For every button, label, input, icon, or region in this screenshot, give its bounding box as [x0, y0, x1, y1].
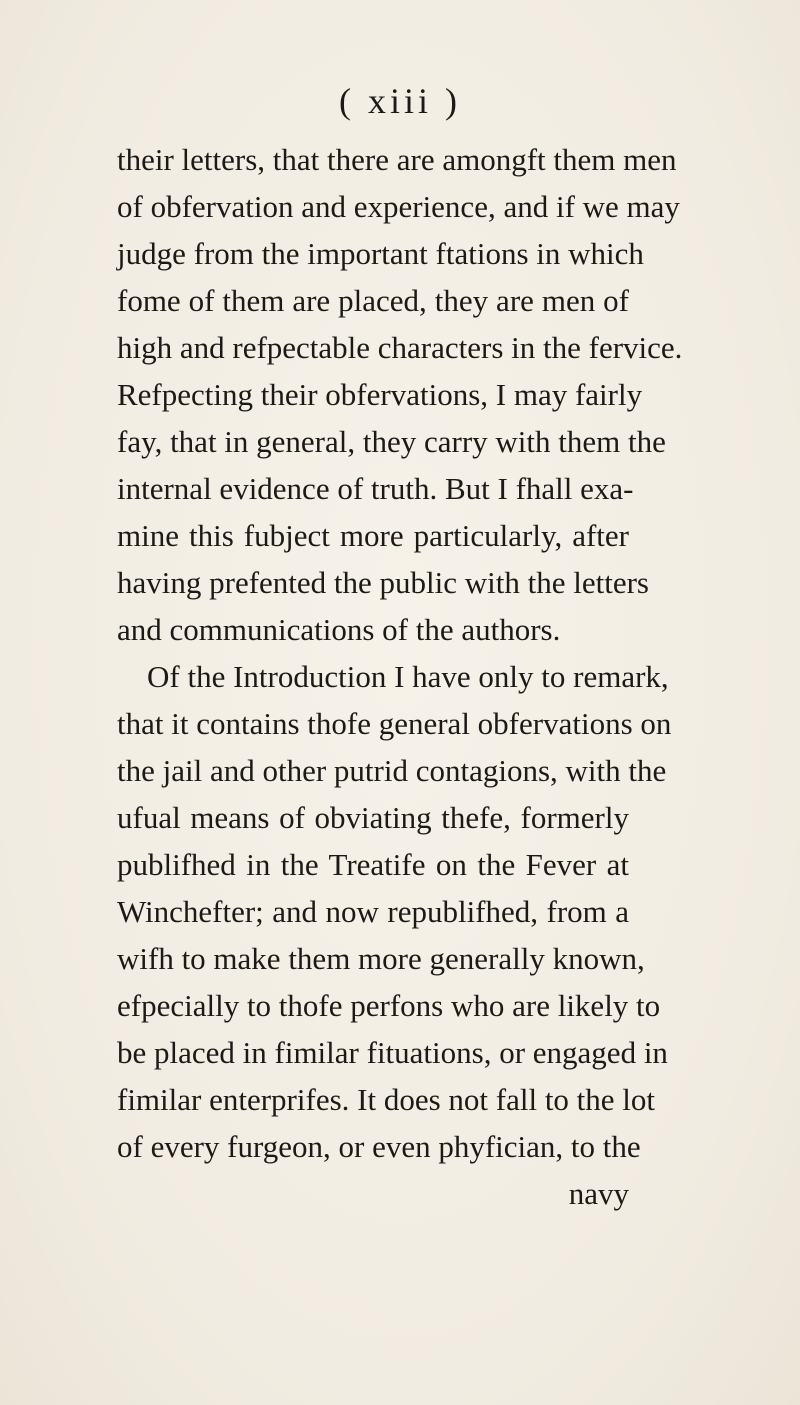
text-line: internal evidence of truth. But I fhall exa-	[117, 471, 634, 506]
text-line: of every furgeon, or even phyfician, to the	[117, 1129, 641, 1164]
text-line: high and refpectable characters in the fervice.	[117, 330, 683, 365]
text-line: mine this fubject more particularly, after	[117, 518, 629, 553]
text-line: having prefented the public with the letters	[117, 565, 649, 600]
text-line: ufual means of obviating thefe, formerly	[117, 800, 629, 835]
text-line: their letters, that there are amongft them men	[117, 142, 677, 177]
text-line: wifh to make them more generally known,	[117, 941, 645, 976]
text-line: that it contains thofe general obfervations on	[117, 706, 672, 741]
text-line: Of the Introduction I have only to remark,	[147, 659, 669, 694]
text-line: fay, that in general, they carry with them the	[117, 424, 666, 459]
text-line: judge from the important ftations in which	[117, 236, 644, 271]
text-line: of obfervation and experience, and if we may	[117, 189, 680, 224]
text-line: Winchefter; and now republifhed, from a	[117, 894, 629, 929]
page-number: ( xiii )	[339, 81, 461, 121]
text-line: be placed in fimilar fituations, or engaged in	[117, 1035, 668, 1070]
text-line: publifhed in the Treatife on the Fever at	[117, 847, 629, 882]
text-line: fimilar enterprifes. It does not fall to the lot	[117, 1082, 656, 1117]
text-line: Refpecting their obfervations, I may fairly	[117, 377, 643, 412]
text-line: efpecially to thofe perfons who are likely to	[117, 988, 661, 1023]
catchword: navy	[568, 1176, 629, 1211]
body-text	[117, 136, 683, 1217]
text-line: the jail and other putrid contagions, with the	[117, 753, 667, 788]
text-line: and communications of the authors.	[117, 612, 561, 647]
text-line: fome of them are placed, they are men of	[117, 283, 629, 318]
